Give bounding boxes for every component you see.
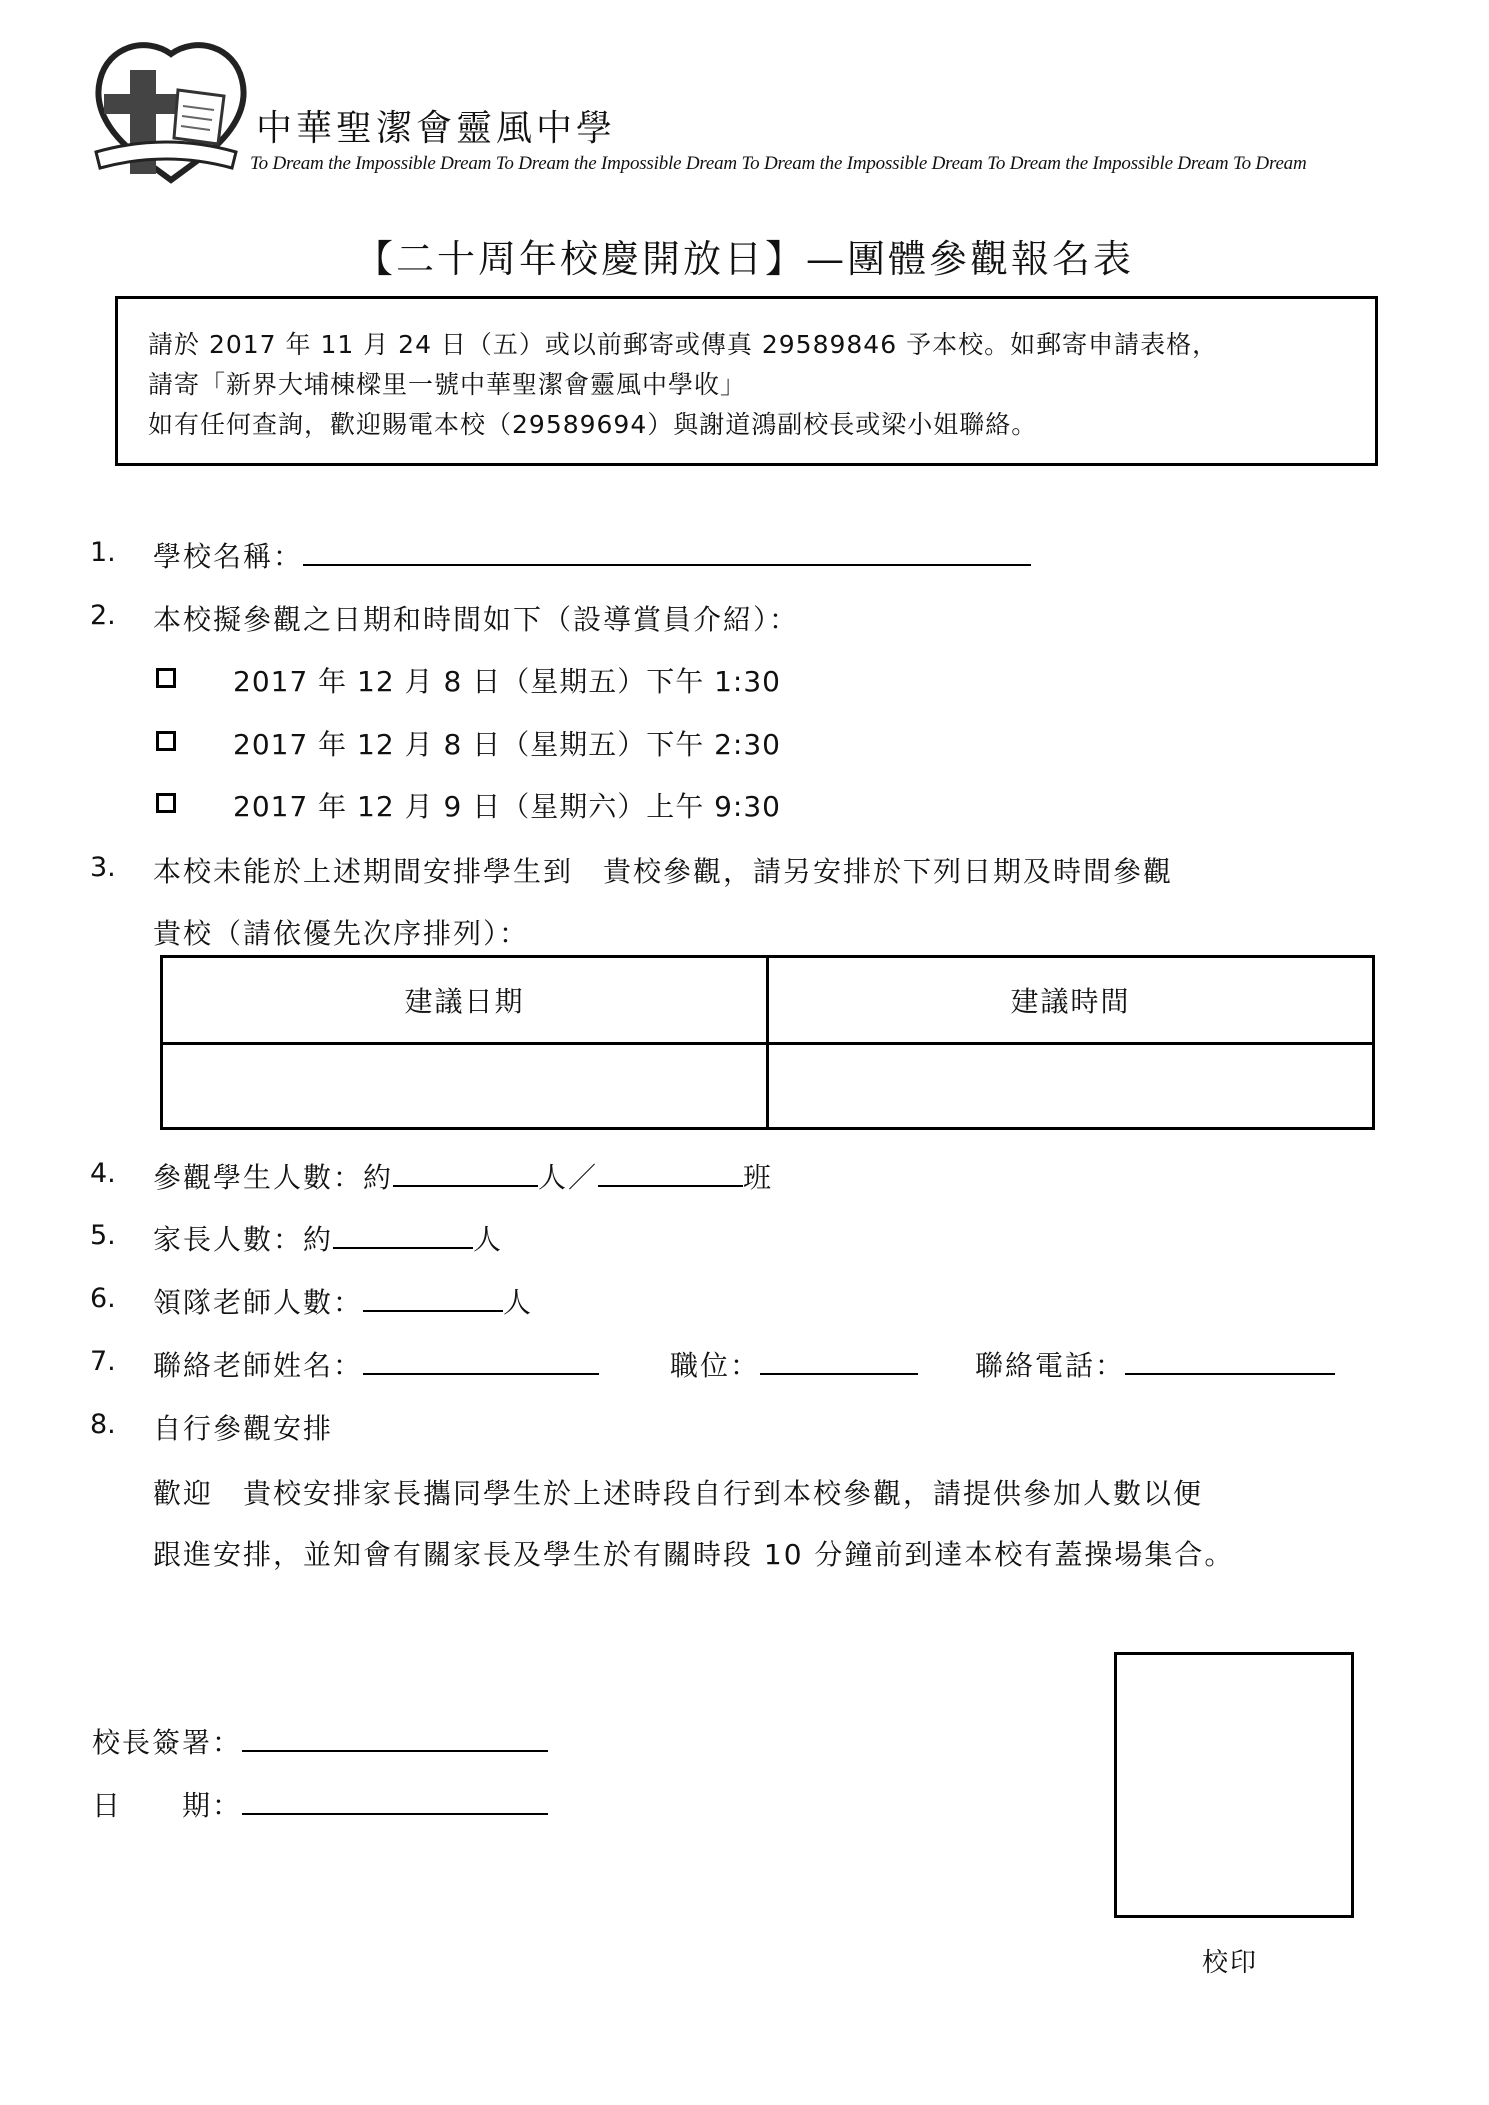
phone-field	[975, 1344, 1335, 1384]
phone-input[interactable]	[1125, 1347, 1335, 1375]
parent-count-input[interactable]	[333, 1221, 473, 1249]
contact-name-label: 聯絡老師姓名：	[153, 1349, 364, 1382]
class-unit: 班	[743, 1161, 774, 1194]
option-checkbox-1[interactable]	[156, 668, 176, 688]
item-number: 7.	[90, 1346, 116, 1377]
notice-line-1: 請於 2017 年 11 月 24 日（五）或以前郵寄或傳真 29589846 予本校。如郵寄申請表格，	[148, 330, 1219, 359]
self-visit-para-1: 歡迎 貴校安排家長攜同學生於上述時段自行到本校參觀，請提供參加人數以便	[153, 1477, 1204, 1510]
parent-count-label: 家長人數：約	[153, 1223, 334, 1256]
teacher-unit: 人	[503, 1286, 534, 1319]
contact-name-input[interactable]	[363, 1347, 599, 1375]
school-name-input[interactable]	[303, 538, 1031, 566]
parent-count-field	[153, 1218, 503, 1258]
option-checkbox-3[interactable]	[156, 793, 176, 813]
contact-teacher-field	[153, 1344, 599, 1384]
phone-label: 聯絡電話：	[975, 1349, 1126, 1382]
student-count-input[interactable]	[393, 1159, 538, 1187]
alternative-line-1: 本校未能於上述期間安排學生到 貴校參觀，請另安排於下列日期及時間參觀	[153, 855, 1174, 888]
school-motto: To Dream the Impossible Dream To Dream the Impossible Dream To Dream the Impossible Dream To Dream the Impossible Dream To Dream	[250, 153, 1307, 174]
option-checkbox-2[interactable]	[156, 731, 176, 751]
self-visit-heading: 自行參觀安排	[153, 1412, 334, 1445]
item-number: 5.	[90, 1220, 116, 1251]
col-header-time: 建議時間	[768, 957, 1374, 1044]
school-name-label: 學校名稱：	[153, 540, 304, 573]
position-label: 職位：	[670, 1349, 761, 1382]
teacher-count-label: 領隊老師人數：	[153, 1286, 364, 1319]
school-stamp-box[interactable]	[1114, 1652, 1354, 1918]
teacher-count-field	[153, 1281, 533, 1321]
item-number: 4.	[90, 1158, 116, 1189]
class-count-input[interactable]	[598, 1159, 743, 1187]
visit-time-question: 本校擬參觀之日期和時間如下（設導賞員介紹）：	[153, 603, 800, 636]
principal-signature-field	[92, 1721, 548, 1761]
principal-signature-label: 校長簽署：	[92, 1726, 243, 1759]
position-field	[670, 1344, 918, 1384]
item-number: 2.	[90, 600, 116, 631]
student-count-field	[153, 1156, 773, 1196]
position-input[interactable]	[760, 1347, 918, 1375]
school-logo	[86, 40, 256, 190]
parent-unit: 人	[473, 1223, 504, 1256]
notice-line-2: 請寄「新界大埔棟樑里一號中華聖潔會靈風中學收」	[148, 370, 747, 399]
stamp-label: 校印	[1202, 1948, 1259, 1978]
school-name-field	[153, 535, 1031, 575]
date-field	[92, 1784, 548, 1824]
suggestion-table	[160, 955, 1375, 1130]
item-number: 3.	[90, 852, 116, 883]
school-name: 中華聖潔會靈風中學	[256, 108, 617, 149]
notice-box	[115, 296, 1378, 466]
option-label-2: 2017 年 12 月 8 日（星期五）下午 2:30	[233, 728, 781, 761]
item-number: 8.	[90, 1409, 116, 1440]
col-header-date: 建議日期	[162, 957, 768, 1044]
alternative-line-2: 貴校（請依優先次序排列）：	[153, 917, 530, 950]
student-count-label: 參觀學生人數：約	[153, 1161, 394, 1194]
item-number: 1.	[90, 537, 116, 568]
date-input[interactable]	[242, 1787, 548, 1815]
option-label-1: 2017 年 12 月 8 日（星期五）下午 1:30	[233, 665, 781, 698]
suggested-date-cell[interactable]	[162, 1044, 768, 1129]
self-visit-para-2: 跟進安排，並知會有關家長及學生於有關時段 10 分鐘前到達本校有蓋操場集合。	[153, 1538, 1235, 1571]
option-label-3: 2017 年 12 月 9 日（星期六）上午 9:30	[233, 790, 781, 823]
notice-line-3: 如有任何查詢，歡迎賜電本校（29589694）與謝道鴻副校長或梁小姐聯絡。	[148, 410, 1038, 439]
teacher-count-input[interactable]	[363, 1284, 503, 1312]
student-unit: 人／	[538, 1161, 599, 1194]
principal-signature-input[interactable]	[242, 1724, 548, 1752]
date-label: 日 期：	[92, 1789, 243, 1822]
suggested-time-cell[interactable]	[768, 1044, 1374, 1129]
form-title: 【二十周年校慶開放日】—團體參觀報名表	[354, 237, 1134, 281]
item-number: 6.	[90, 1283, 116, 1314]
